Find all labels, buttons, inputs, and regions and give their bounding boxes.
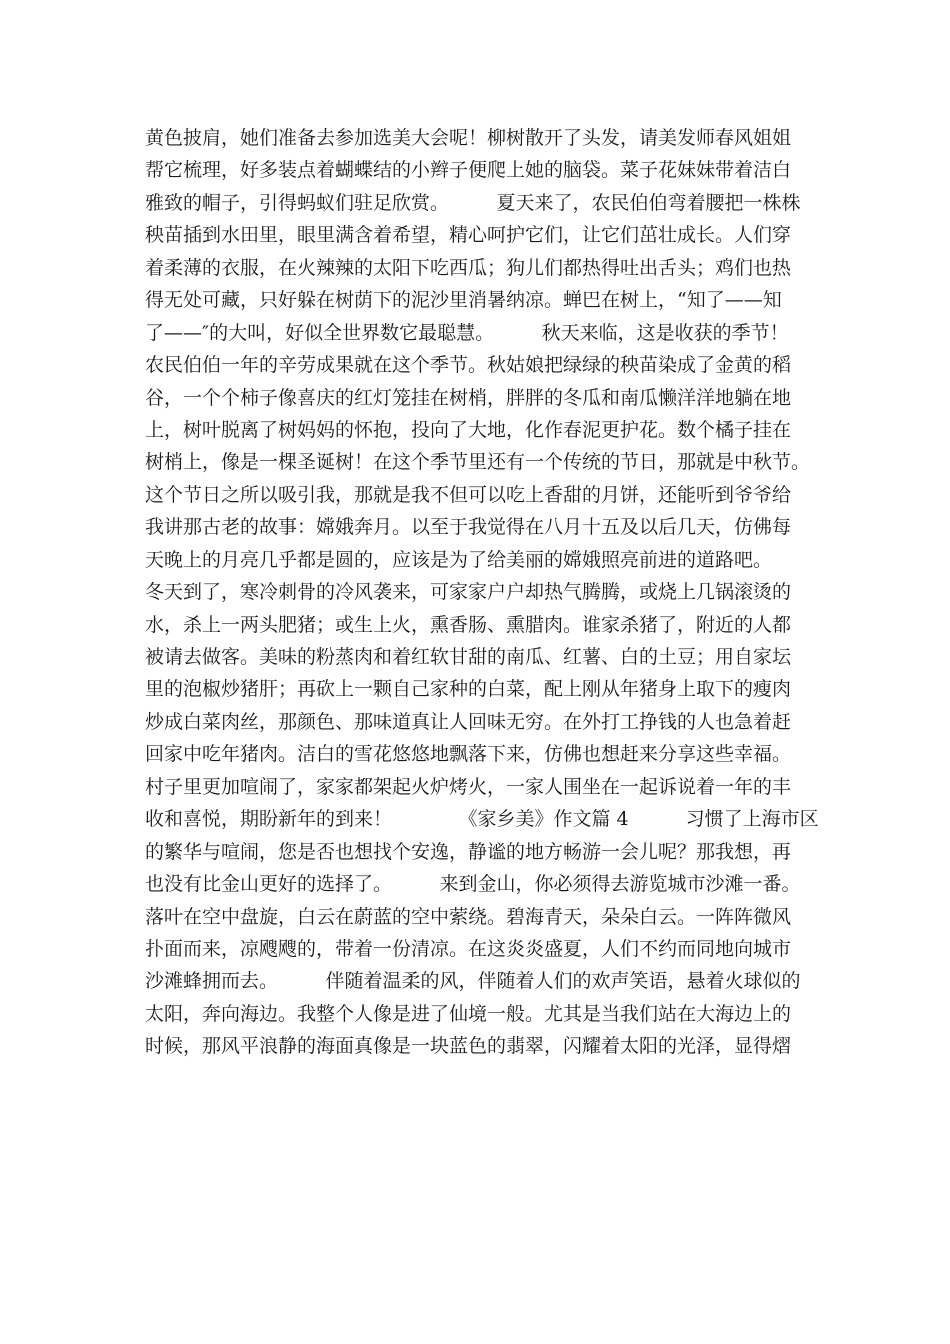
text-line: 时候，那风平浪静的海面真像是一块蓝色的翡翠，闪耀着太阳的光泽，显得熠 xyxy=(145,1035,792,1058)
text-line: 秧苗插到水田里，眼里满含着希望，精心呵护它们，让它们茁壮成长。人们穿 xyxy=(145,224,792,247)
text-line: 着柔薄的衣服，在火辣辣的太阳下吃西瓜；狗儿们都热得吐出舌头；鸡们也热 xyxy=(145,256,792,279)
text-line: 被请去做客。美味的粉蒸肉和着红软甘甜的南瓜、红薯、白的土豆；用自家坛 xyxy=(145,646,792,668)
text-line: 上，树叶脱离了树妈妈的怀抱，投向了大地，化作春泥更护花。数个橘子挂在 xyxy=(145,418,792,441)
text-line: 树梢上，像是一棵圣诞树！在这个季节里还有一个传统的节日，那就是中秋节。 xyxy=(145,451,811,474)
text-line: 的繁华与喧闹，您是否也想找个安逸，静谧的地方畅游一会儿呢？那我想，再 xyxy=(145,840,792,863)
text-line: 落叶在空中盘旋，白云在蔚蓝的空中萦绕。碧海青天，朵朵白云。一阵阵微风 xyxy=(145,905,792,928)
text-line: 我讲那古老的故事：嫦娥奔月。以至于我觉得在八月十五及以后几天，仿佛每 xyxy=(145,516,792,539)
text-line: 天晚上的月亮几乎都是圆的，应该是为了给美丽的嫦娥照亮前进的道路吧。 xyxy=(145,548,773,571)
text-line: 收和喜悦，期盼新年的到来！ 《家乡美》作文篇 4 习惯了上海市区 xyxy=(145,808,819,831)
text-line: 帮它梳理，好多装点着蝴蝶结的小辫子便爬上她的脑袋。菜子花妹妹带着洁白 xyxy=(145,159,792,182)
text-line: 农民伯伯一年的辛劳成果就在这个季节。秋姑娘把绿绿的秧苗染成了金黄的稻 xyxy=(145,354,792,377)
text-line: 黄色披肩，她们准备去参加选美大会呢！柳树散开了头发，请美发师春风姐姐 xyxy=(145,127,792,149)
text-line: 了——″的大叫，好似全世界数它最聪慧。 秋天来临，这是收获的季节！ xyxy=(145,321,789,344)
text-line: 扑面而来，凉飕飕的，带着一份清凉。在这炎炎盛夏，人们不约而同地向城市 xyxy=(145,937,792,960)
text-line: 回家中吃年猪肉。洁白的雪花悠悠地飘落下来，仿佛也想赶来分享这些幸福。 xyxy=(145,743,792,766)
text-line: 这个节日之所以吸引我，那就是我不但可以吃上香甜的月饼，还能听到爷爷给 xyxy=(145,483,792,506)
text-line: 得无处可藏，只好躲在树荫下的泥沙里消暑纳凉。蝉巴在树上，“知了——知 xyxy=(145,289,782,312)
text-line: 里的泡椒炒猪肝；再砍上一颗自己家种的白菜，配上刚从年猪身上取下的瘦肉 xyxy=(145,678,792,701)
text-line: 沙滩蜂拥而去。 伴随着温柔的风，伴随着人们的欢声笑语，悬着火球似的 xyxy=(145,970,801,993)
essay-text xyxy=(145,122,825,1063)
text-line: 谷，一个个柿子像喜庆的红灯笼挂在树梢，胖胖的冬瓜和南瓜懒洋洋地躺在地 xyxy=(145,386,792,409)
text-line: 雅致的帽子，引得蚂蚁们驻足欣赏。 夏天来了，农民伯伯弯着腰把一株株 xyxy=(145,191,801,214)
text-line: 村子里更加喧闹了，家家都架起火炉烤火，一家人围坐在一起诉说着一年的丰 xyxy=(145,775,792,798)
text-line: 水，杀上一两头肥猪；或生上火，熏香肠、熏腊肉。谁家杀猪了，附近的人都 xyxy=(145,613,792,636)
text-line: 也没有比金山更好的选择了。 来到金山，你必须得去游览城市沙滩一番。 xyxy=(145,873,801,896)
text-line: 冬天到了，寒冷刺骨的冷风袭来，可家家户户却热气腾腾，或烧上几锅滚烫的 xyxy=(145,581,792,604)
text-line: 炒成白菜肉丝，那颜色、那味道真让人回味无穷。在外打工挣钱的人也急着赶 xyxy=(145,710,792,733)
text-line: 太阳，奔向海边。我整个人像是进了仙境一般。尤其是当我们站在大海边上的 xyxy=(145,1002,792,1025)
